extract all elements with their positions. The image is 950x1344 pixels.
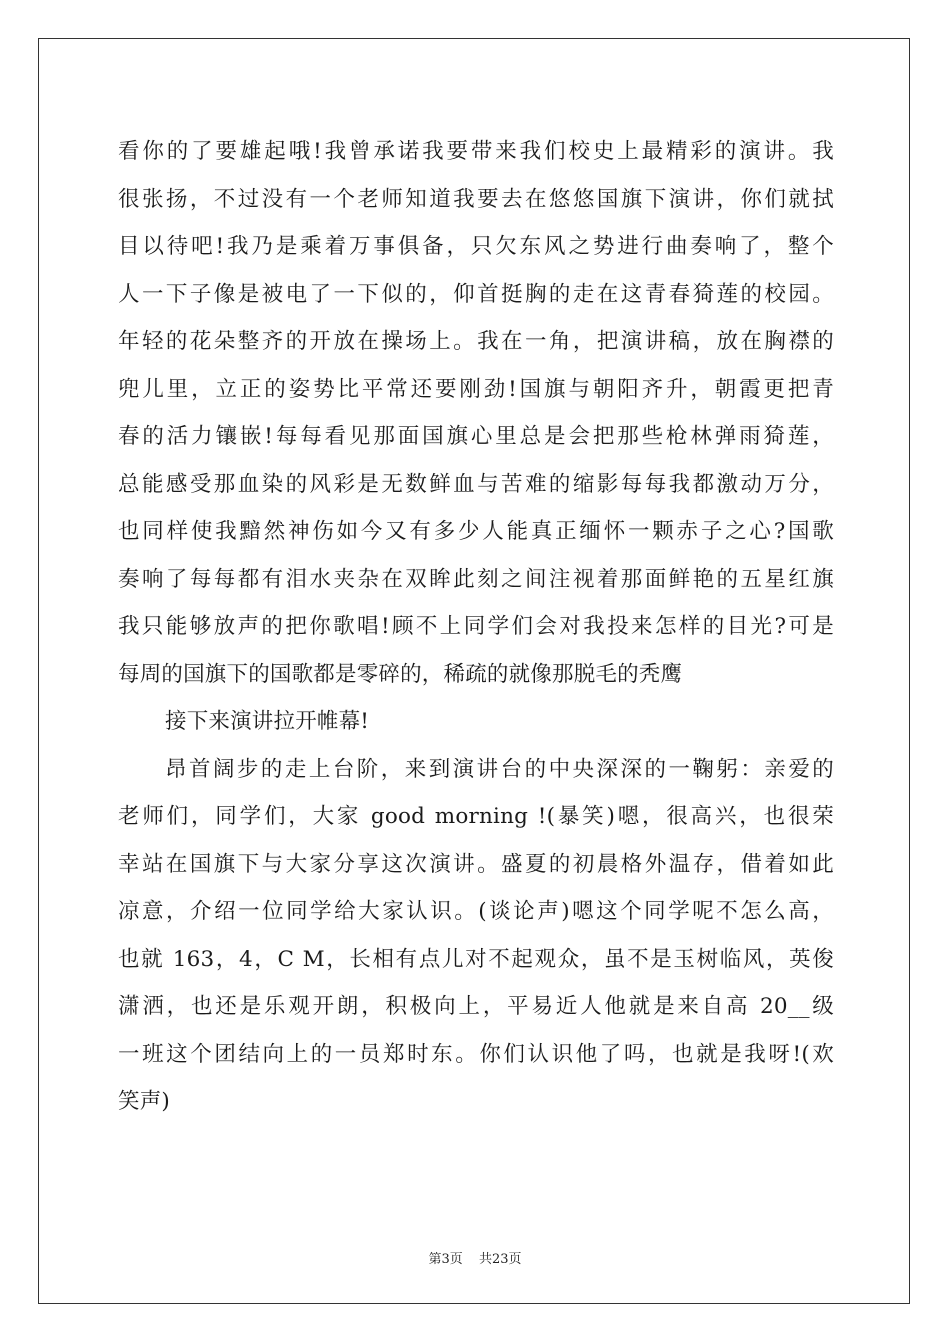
- text-line: 目以待吧!我乃是乘着万事俱备，只欠东风之势进行曲奏响了，整个: [118, 234, 834, 259]
- text-line: 每周的国旗下的国歌都是零碎的，稀疏的就像那脱毛的秃鹰: [118, 661, 683, 687]
- text-line: 一班这个团结向上的一员郑时东。你们认识他了吗，也就是我呀!(欢: [118, 1041, 834, 1067]
- text-line: 凉意，介绍一位同学给大家认识。(谈论声)嗯这个同学呢不怎么高，: [118, 899, 834, 924]
- current-page-number: 第3页: [428, 1252, 463, 1267]
- text-line: 笑声): [118, 1089, 170, 1114]
- paragraph-first-line: 接下来演讲拉开帷幕!: [165, 709, 370, 734]
- text-line: 年轻的花朵整齐的开放在操场上。我在一角，把演讲稿，放在胸襟的: [118, 329, 834, 354]
- document-body: [118, 128, 834, 1126]
- text-line: 潇洒，也还是乐观开朗，积极向上，平易近人他就是来自高 20__级: [118, 994, 834, 1019]
- page-footer: [0, 1248, 950, 1267]
- text-line: 看你的了要雄起哦!我曾承诺我要带来我们校史上最精彩的演讲。我: [118, 139, 834, 164]
- total-page-count: 共23页: [478, 1252, 522, 1267]
- text-line: 我只能够放声的把你歌唱!顾不上同学们会对我投来怎样的目光?可是: [118, 614, 834, 639]
- text-line: 人一下子像是被电了一下似的，仰首挺胸的走在这青春猗莲的校园。: [118, 281, 834, 307]
- paragraph-first-line: 昂首阔步的走上台阶，来到演讲台的中央深深的一鞠躬：亲爱的: [165, 756, 834, 782]
- text-line: 奏响了每每都有泪水夹杂在双眸此刻之间注视着那面鲜艳的五星红旗: [118, 566, 834, 592]
- text-line: 幸站在国旗下与大家分享这次演讲。盛夏的初晨格外温存，借着如此: [118, 851, 834, 877]
- text-line: 兜儿里，立正的姿势比平常还要刚劲!国旗与朝阳齐升，朝霞更把青: [118, 376, 834, 402]
- text-line: 春的活力镶嵌!每每看见那面国旗心里总是会把那些枪林弹雨猗莲，: [118, 424, 834, 449]
- text-line: 也同样使我黯然神伤如今又有多少人能真正缅怀一颗赤子之心?国歌: [118, 519, 834, 544]
- text-line: 老师们，同学们，大家 good morning !(暴笑)嗯，很高兴，也很荣: [118, 804, 834, 829]
- text-line: 很张扬，不过没有一个老师知道我要去在悠悠国旗下演讲，你们就拭: [118, 186, 834, 212]
- text-line: 也就 163，4，C M，长相有点儿对不起观众，虽不是玉树临风，英俊: [118, 946, 834, 972]
- text-line: 总能感受那血染的风彩是无数鲜血与苦难的缩影每每我都激动万分，: [118, 471, 834, 497]
